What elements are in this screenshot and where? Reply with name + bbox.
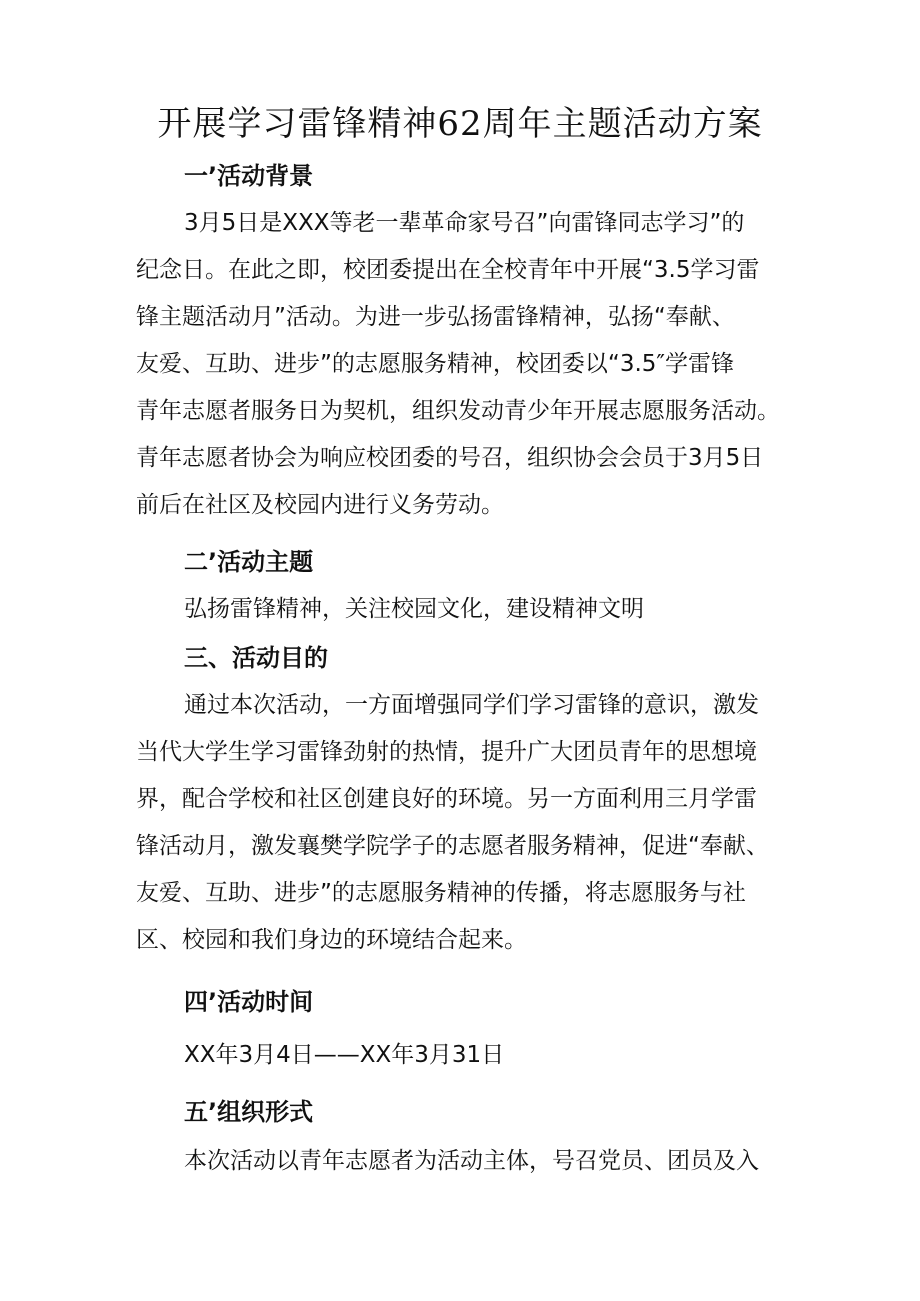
paragraph-line: 友爱、互助、进步”的志愿服务精神的传播，将志愿服务与社 (136, 880, 746, 906)
section-paragraph-theme (136, 586, 816, 633)
section-heading-purpose: 三、活动目的 (184, 644, 328, 672)
paragraph-line: 区、校园和我们身边的环境结合起来。 (136, 927, 527, 953)
paragraph-line: 青年志愿者协会为响应校团委的号召，组织协会会员于3月5日 (136, 445, 764, 471)
paragraph-line: 锋主题活动月”活动。为进一步弘扬雷锋精神，弘扬“奉献、 (136, 304, 735, 330)
section-paragraph-background (136, 200, 816, 529)
paragraph-line: 3月5日是XXX等老一辈革命家号召”向雷锋同志学习”的 (184, 210, 745, 236)
section-heading-background: 一’活动背景 (184, 162, 314, 190)
paragraph-line: 纪念日。在此之即，校团委提出在全校青年中开展“3.5学习雷 (136, 257, 760, 283)
paragraph-line: 前后在社区及校园内进行义务劳动。 (136, 492, 504, 518)
section-heading-organization: 五’组织形式 (184, 1098, 314, 1126)
section-paragraph-purpose (136, 682, 816, 964)
paragraph-line: 青年志愿者服务日为契机，组织发动青少年开展志愿服务活动。 (136, 398, 780, 424)
paragraph-line: 界，配合学校和社区创建良好的环境。另一方面利用三月学雷 (136, 786, 757, 812)
paragraph-line: 弘扬雷锋精神，关注校园文化，建设精神文明 (184, 596, 644, 622)
document-title: 开展学习雷锋精神62周年主题活动方案 (157, 104, 763, 144)
paragraph-line: 本次活动以青年志愿者为活动主体，号召党员、团员及入 (184, 1148, 759, 1174)
paragraph-line: 锋活动月，激发襄樊学院学子的志愿者服务精神，促进“奉献、 (136, 833, 769, 859)
section-paragraph-organization (136, 1138, 816, 1185)
section-heading-time: 四’活动时间 (184, 988, 314, 1016)
section-heading-theme: 二’活动主题 (184, 548, 314, 576)
paragraph-line: 当代大学生学习雷锋劲射的热情，提升广大团员青年的思想境 (136, 739, 757, 765)
paragraph-line: 友爱、互助、进步”的志愿服务精神，校团委以“3.5″学雷锋 (136, 351, 734, 377)
paragraph-line: 通过本次活动，一方面增强同学们学习雷锋的意识，激发 (184, 692, 759, 718)
paragraph-line: XX年3月4日——XX年3月31日 (184, 1042, 505, 1068)
section-paragraph-time (136, 1032, 816, 1079)
